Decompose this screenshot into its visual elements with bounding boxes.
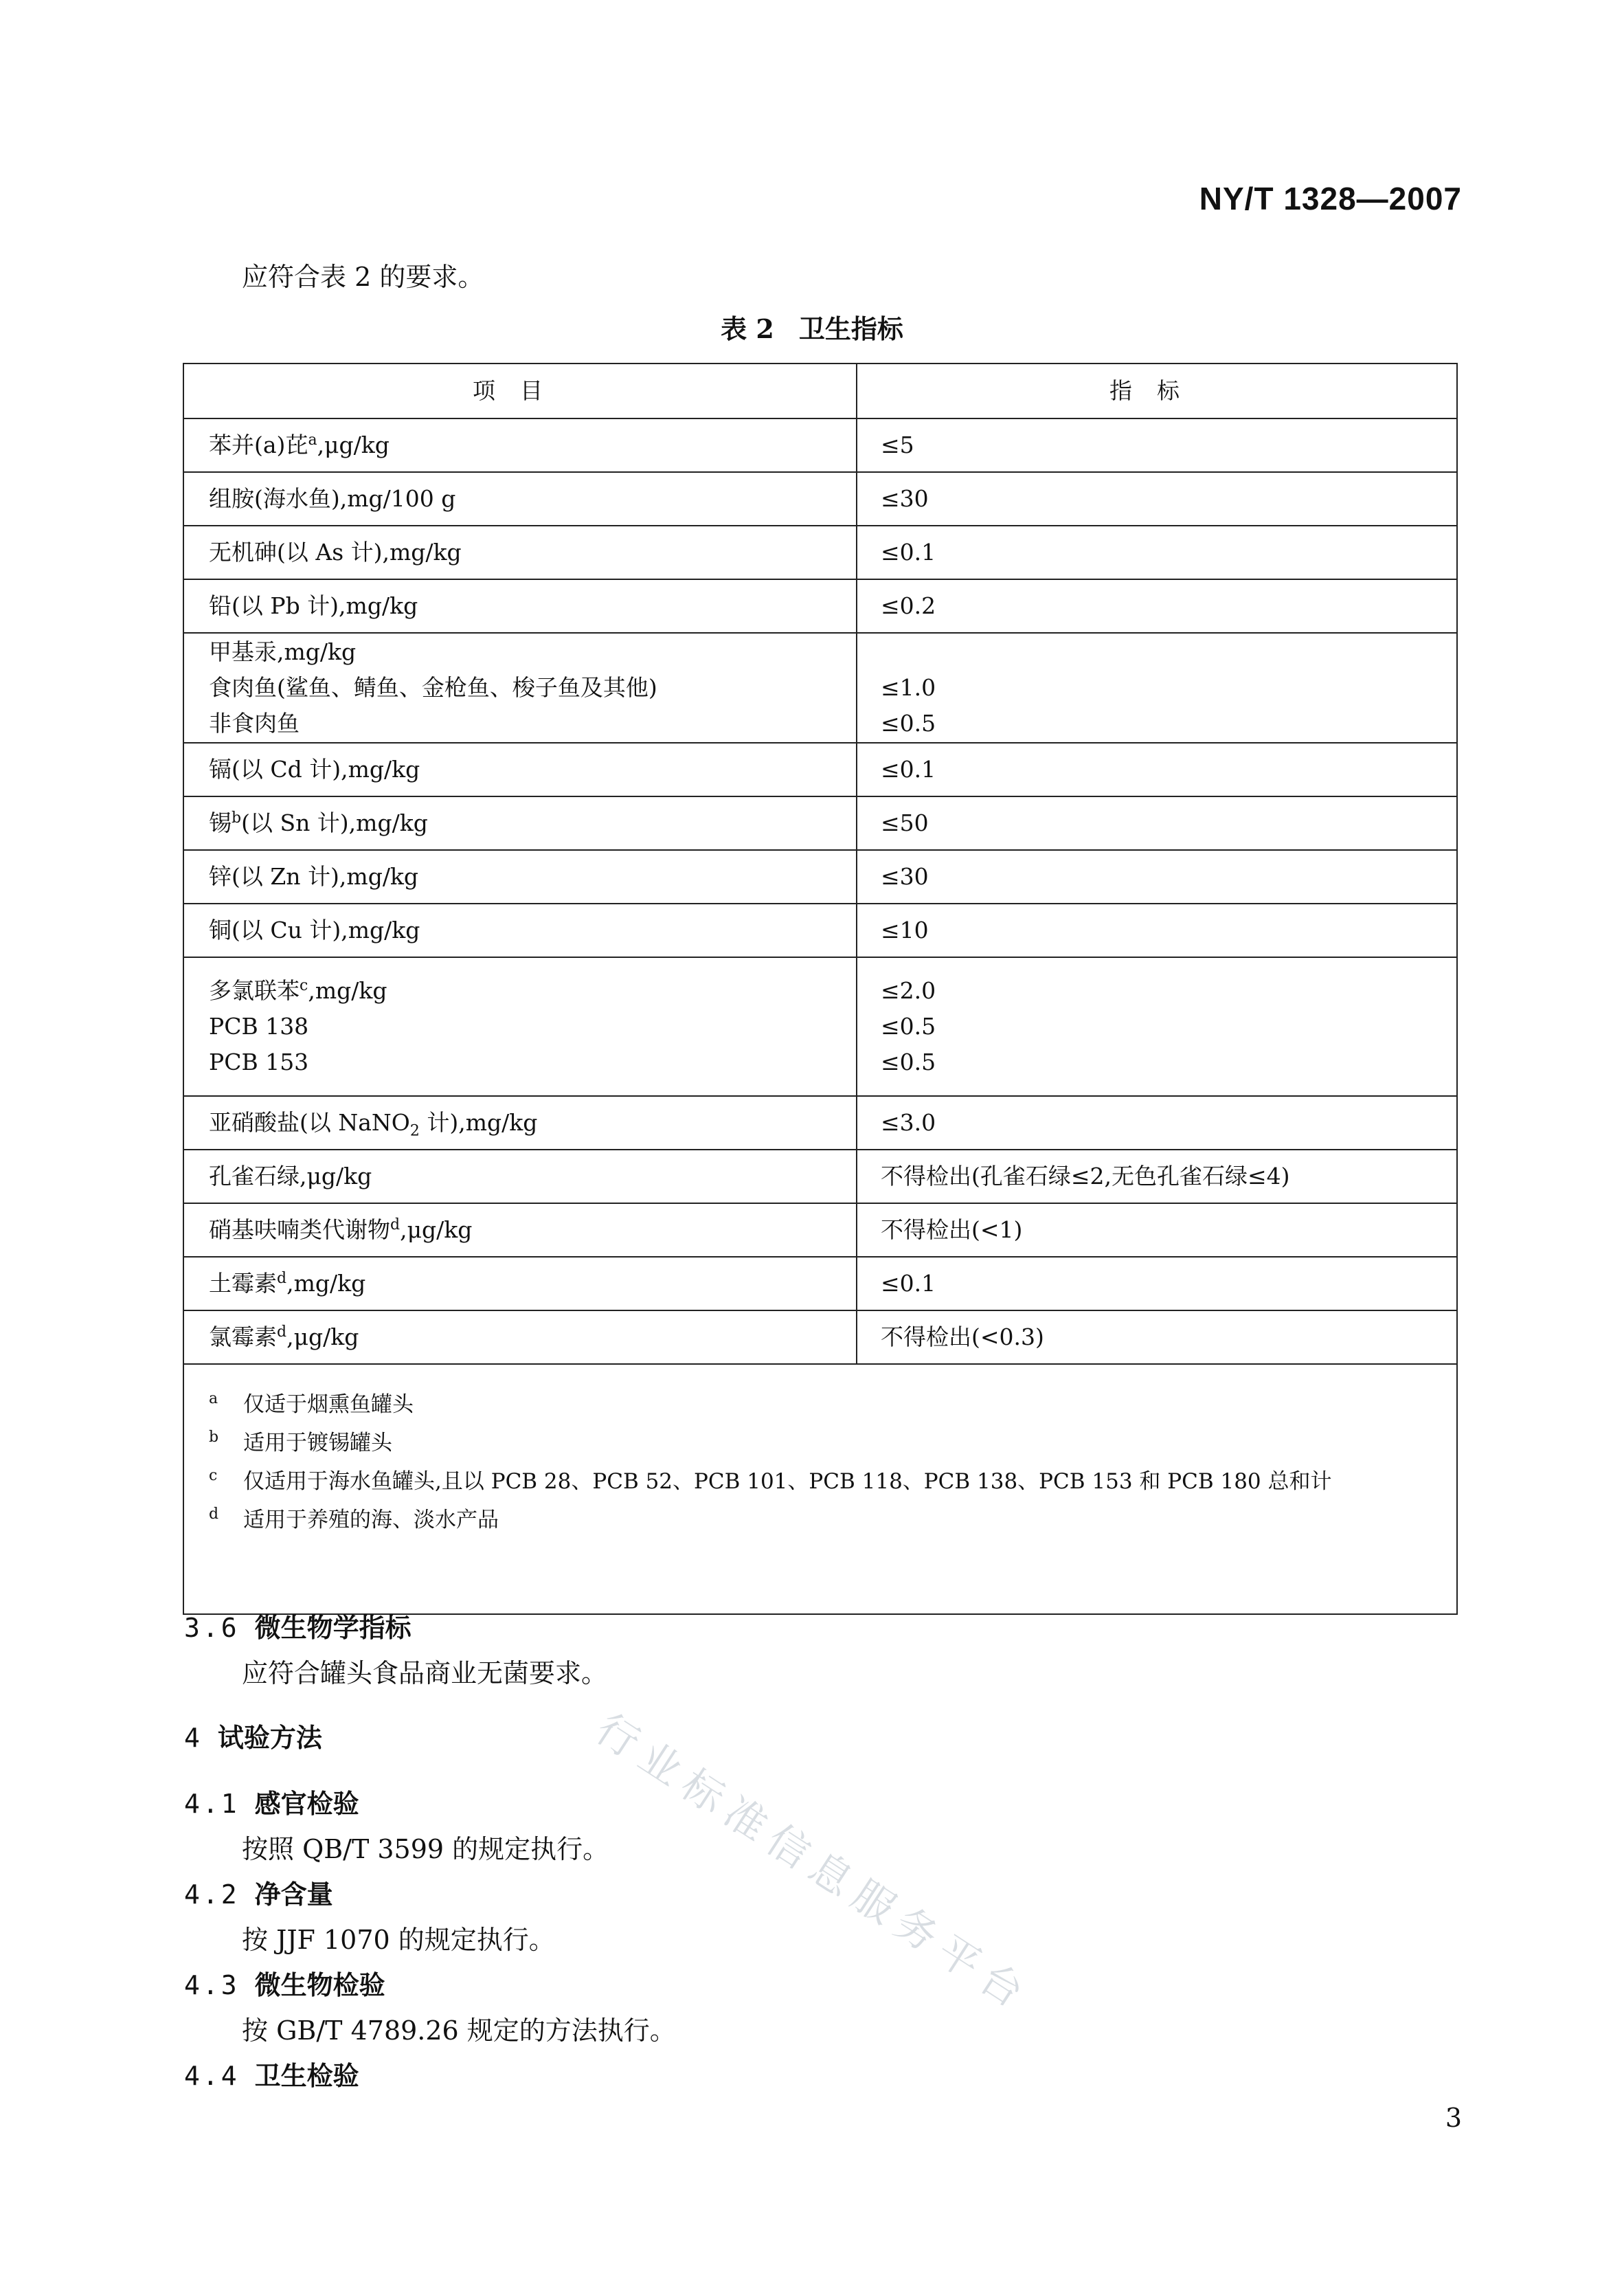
value-cell: 不得检出(<1) [857, 1203, 1457, 1257]
intro-text: 应符合表 2 的要求。 [242, 262, 484, 292]
value-cell: ≤0.2 [857, 579, 1457, 633]
table-note: c 仅适用于海水鱼罐头,且以 PCB 28、PCB 52、PCB 101、PCB 118、PCB 138、PCB 153 和 PCB 180 总和计 [209, 1467, 1332, 1494]
section-heading-4-3: 4.3 微生物检验 [184, 1969, 385, 2000]
section-body-4-3: 按 GB/T 4789.26 规定的方法执行。 [242, 2015, 676, 2046]
section-heading-4-2: 4.2 净含量 [184, 1879, 333, 1910]
value-cell: ≤0.1 [857, 1257, 1457, 1310]
table-note: a 仅适于烟熏鱼罐头 [209, 1390, 414, 1417]
value-cell: ≤50 [857, 796, 1457, 850]
table-row [183, 526, 1457, 579]
item-cell: 甲基汞,mg/kg 食肉鱼(鲨鱼、鲭鱼、金枪鱼、梭子鱼及其他) 非食肉鱼 [183, 633, 857, 743]
section-heading-4: 4 试验方法 [184, 1722, 322, 1753]
section-heading-3-6: 3.6 微生物学指标 [184, 1612, 411, 1643]
item-cell: 组胺(海水鱼),mg/100 g [183, 472, 857, 526]
page-number: 3 [1445, 2103, 1462, 2133]
table-title [0, 308, 1624, 346]
item-cell: 氯霉素$^d$,μg/kg [183, 1310, 857, 1364]
table-row [183, 1096, 1457, 1150]
table-notes [183, 1364, 1457, 1614]
section-body-3-6: 应符合罐头食品商业无菌要求。 [242, 1658, 608, 1688]
item-cell: 镉(以 Cd 计),mg/kg [183, 743, 857, 796]
table-row [183, 1310, 1457, 1364]
table-row [183, 472, 1457, 526]
value-cell: 不得检出(孔雀石绿≤2,无色孔雀石绿≤4) [857, 1150, 1457, 1203]
table-row [183, 743, 1457, 796]
item-cell: 硝基呋喃类代谢物$^d$,μg/kg [183, 1203, 857, 1257]
table-notes-row [183, 1364, 1457, 1614]
value-cell: 不得检出(<0.3) [857, 1310, 1457, 1364]
item-cell: 亚硝酸盐(以 NaNO$_2$ 计),mg/kg [183, 1096, 857, 1150]
table-note: d 适用于养殖的海、淡水产品 [209, 1506, 499, 1532]
table-row [183, 796, 1457, 850]
item-cell: 锌(以 Zn 计),mg/kg [183, 850, 857, 904]
value-cell: ≤3.0 [857, 1096, 1457, 1150]
table-row [183, 418, 1457, 472]
value-cell: ≤10 [857, 904, 1457, 957]
section-body-4-1: 按照 QB/T 3599 的规定执行。 [242, 1834, 609, 1864]
item-cell: 苯并(a)芘$^a$,μg/kg [183, 418, 857, 472]
table-row [183, 850, 1457, 904]
value-cell: ≤1.0 ≤0.5 [857, 633, 1457, 743]
item-cell: 锡$^b$(以 Sn 计),mg/kg [183, 796, 857, 850]
hygiene-index-table [183, 363, 1458, 1615]
section-heading-4-4: 4.4 卫生检验 [184, 2060, 359, 2091]
table-row [183, 579, 1457, 633]
value-cell: ≤0.1 [857, 743, 1457, 796]
item-cell: 铅(以 Pb 计),mg/kg [183, 579, 857, 633]
table-note: b 适用于镀锡罐头 [209, 1429, 392, 1455]
value-cell: ≤0.1 [857, 526, 1457, 579]
value-cell: ≤30 [857, 850, 1457, 904]
item-cell: 多氯联苯$^c$,mg/kg PCB 138 PCB 153 [183, 957, 857, 1096]
item-cell: 土霉素$^d$,mg/kg [183, 1257, 857, 1310]
standard-code: NY/T 1328—2007 [1199, 181, 1462, 216]
section-body-4-2: 按 JJF 1070 的规定执行。 [242, 1925, 555, 1955]
item-cell: 孔雀石绿,μg/kg [183, 1150, 857, 1203]
column-header-item: 项目 [183, 364, 857, 418]
table-row [183, 633, 1457, 743]
item-cell: 无机砷(以 As 计),mg/kg [183, 526, 857, 579]
table-row [183, 1257, 1457, 1310]
table-header-row [183, 364, 1457, 418]
table-title-number: 表 2 [721, 313, 774, 344]
column-header-index: 指标 [857, 364, 1457, 418]
table-title-text: 卫生指标 [798, 313, 903, 344]
watermark-text: 行业标准信息服务平台 [587, 1704, 1040, 2022]
section-heading-4-1: 4.1 感官检验 [184, 1788, 359, 1819]
value-cell: ≤2.0 ≤0.5 ≤0.5 [857, 957, 1457, 1096]
table-row [183, 904, 1457, 957]
item-cell: 铜(以 Cu 计),mg/kg [183, 904, 857, 957]
table-row [183, 1150, 1457, 1203]
table-row [183, 957, 1457, 1096]
table-row [183, 1203, 1457, 1257]
value-cell: ≤5 [857, 418, 1457, 472]
value-cell: ≤30 [857, 472, 1457, 526]
